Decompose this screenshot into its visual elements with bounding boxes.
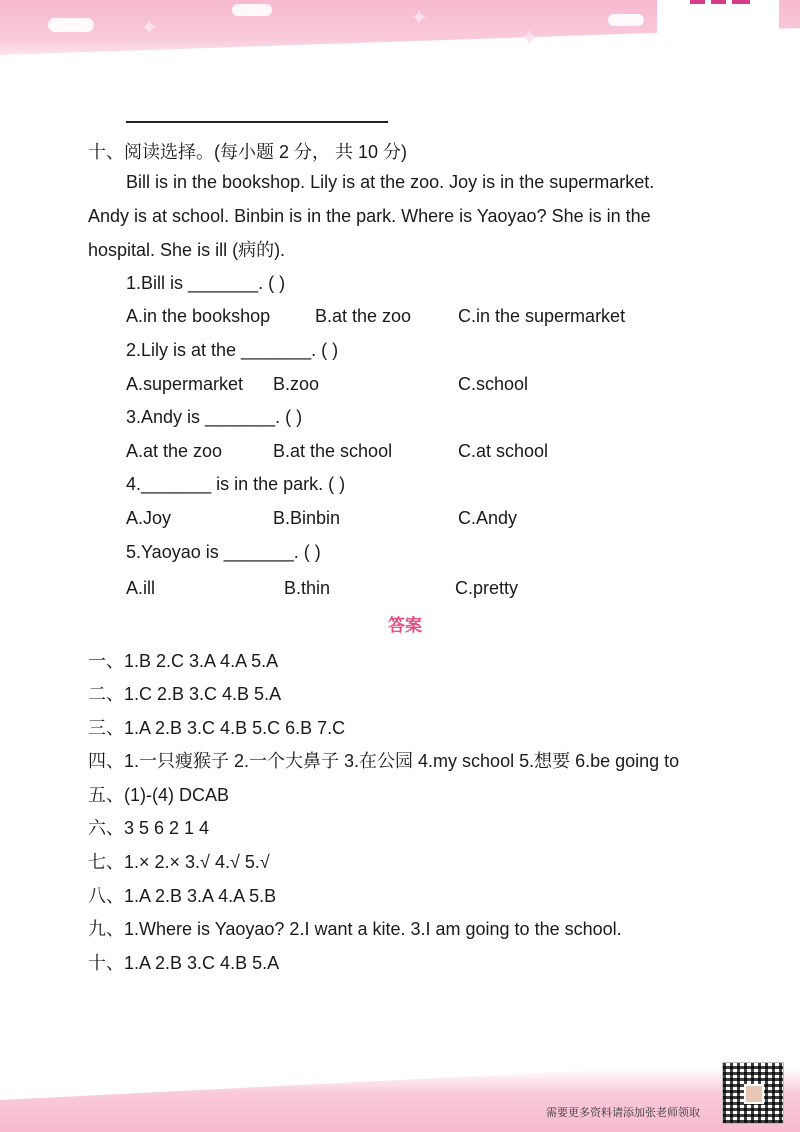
question-4-option-a: A.Joy	[126, 508, 172, 528]
answer-line-7: 七、1.× 2.× 3.√ 4.√ 5.√	[88, 852, 270, 872]
passage-line-2: Andy is at school. Binbin is in the park. Where is Yaoyao? She is in the	[88, 206, 651, 226]
question-4-option-c: C.Andy	[458, 508, 518, 528]
question-2-stem: 2.Lily is at the _______. ( )	[126, 340, 339, 360]
answer-line-4: 四、1.一只瘦猴子 2.一个大鼻子 3.在公园 4.my school 5.想要 6.be going to	[88, 751, 680, 771]
question-2-option-b: B.zoo	[273, 374, 320, 394]
passage-line-1: Bill is in the bookshop. Lily is at the zoo. Joy is in the supermarket.	[126, 172, 655, 192]
answer-line-2: 二、1.C 2.B 3.C 4.B 5.A	[88, 684, 282, 704]
question-2-option-c: C.school	[458, 374, 529, 394]
question-5-option-c: C.pretty	[455, 578, 519, 598]
question-4-option-b: B.Binbin	[273, 508, 341, 528]
cloud-icon	[48, 18, 94, 32]
header-tab	[657, 0, 779, 44]
question-5-stem: 5.Yaoyao is _______. ( )	[126, 542, 321, 562]
question-1-option-c: C.in the supermarket	[458, 306, 626, 326]
question-5-option-a: A.ill	[126, 578, 156, 598]
question-3-option-a: A.at the zoo	[126, 441, 223, 461]
question-1-option-a: A.in the bookshop	[126, 306, 271, 326]
question-1-option-b: B.at the zoo	[315, 306, 412, 326]
question-3-option-b: B.at the school	[273, 441, 393, 461]
header-tab-dots	[690, 0, 750, 4]
question-3-stem: 3.Andy is _______. ( )	[126, 407, 303, 427]
answer-line-8: 八、1.A 2.B 3.A 4.A 5.B	[88, 886, 277, 906]
sparkle-icon: ✦	[140, 16, 159, 41]
qr-avatar	[744, 1084, 764, 1104]
cloud-icon	[232, 4, 272, 16]
question-3-option-c: C.at school	[458, 441, 549, 461]
passage-line-3: hospital. She is ill (病的).	[88, 240, 286, 260]
section-10-heading: 十、阅读选择。(每小题 2 分， 共 10 分)	[88, 142, 408, 162]
answer-line-10: 十、1.A 2.B 3.C 4.B 5.A	[88, 953, 280, 973]
question-1-stem: 1.Bill is _______. ( )	[126, 273, 286, 293]
answer-line-9: 九、1.Where is Yaoyao? 2.I want a kite. 3.I am going to the school.	[88, 919, 622, 939]
question-2-option-a: A.supermarket	[126, 374, 244, 394]
sparkle-icon: ✦	[410, 6, 429, 31]
footer-note: 需要更多资料请添加张老师领取	[546, 1106, 700, 1119]
answers-title: 答案	[388, 616, 422, 636]
question-4-stem: 4._______ is in the park. ( )	[126, 474, 346, 494]
answer-line-6: 六、3 5 6 2 1 4	[88, 818, 210, 838]
sparkle-icon: ✦	[520, 26, 539, 51]
answer-blank-line	[126, 121, 388, 123]
answer-line-1: 一、1.B 2.C 3.A 4.A 5.A	[88, 651, 279, 671]
answer-line-3: 三、1.A 2.B 3.C 4.B 5.C 6.B 7.C	[88, 718, 346, 738]
answer-line-5: 五、(1)-(4) DCAB	[88, 785, 230, 805]
question-5-option-b: B.thin	[284, 578, 331, 598]
cloud-icon	[608, 14, 644, 26]
